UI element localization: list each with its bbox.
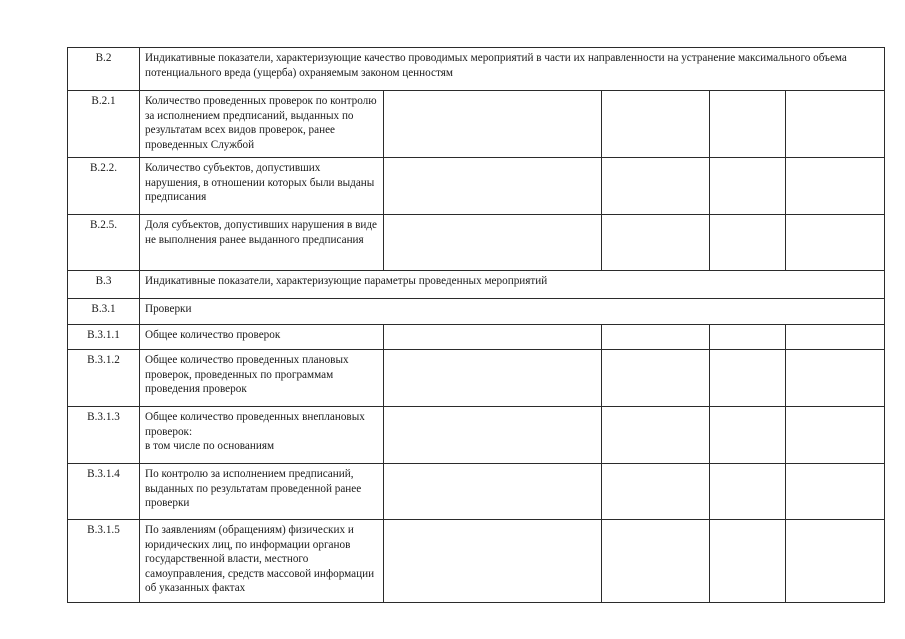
value-cell	[710, 325, 786, 350]
row-text: Индикативные показатели, характеризующие параметры проведенных мероприятий	[140, 271, 885, 299]
table-row	[68, 91, 885, 158]
value-cell	[710, 464, 786, 520]
value-cell	[384, 407, 602, 464]
table-row-section	[68, 48, 885, 91]
value-cell	[384, 520, 602, 603]
value-cell	[384, 215, 602, 271]
row-text: Количество субъектов, допустивших нарушения, в отношении которых были выданы предписания	[140, 158, 384, 215]
value-cell	[710, 158, 786, 215]
value-cell	[710, 407, 786, 464]
value-cell	[786, 464, 885, 520]
value-cell	[710, 91, 786, 158]
value-cell	[786, 520, 885, 603]
value-cell	[384, 158, 602, 215]
row-text: Доля субъектов, допустивших нарушения в виде не выполнения ранее выданного предписания	[140, 215, 384, 271]
row-text: Проверки	[140, 299, 885, 325]
value-cell	[602, 158, 710, 215]
row-code: В.3.1.1	[68, 325, 140, 350]
row-code: В.2.1	[68, 91, 140, 158]
value-cell	[786, 215, 885, 271]
row-text: Общее количество проведенных плановых проверок, проведенных по программам проведения проверок	[140, 350, 384, 407]
value-cell	[786, 407, 885, 464]
value-cell	[602, 407, 710, 464]
table-row	[68, 325, 885, 350]
value-cell	[384, 325, 602, 350]
value-cell	[384, 91, 602, 158]
row-code: В.3.1.3	[68, 407, 140, 464]
row-text: По контролю за исполнением предписаний, выданных по результатам проведенной ранее проверки	[140, 464, 384, 520]
value-cell	[786, 350, 885, 407]
value-cell	[602, 325, 710, 350]
table-row	[68, 158, 885, 215]
value-cell	[602, 215, 710, 271]
table-row	[68, 464, 885, 520]
row-code: В.2.2.	[68, 158, 140, 215]
row-code: В.2.5.	[68, 215, 140, 271]
value-cell	[602, 464, 710, 520]
row-code: В.2	[68, 48, 140, 91]
row-text: По заявлениям (обращениям) физических и юридических лиц, по информации органов государственной власти, местного самоуправления, средств массовой информации об указанных фактах	[140, 520, 384, 603]
indicators-table	[67, 47, 885, 603]
value-cell	[384, 464, 602, 520]
row-code: В.3.1.5	[68, 520, 140, 603]
value-cell	[710, 520, 786, 603]
table-row-section	[68, 271, 885, 299]
row-text: Количество проведенных проверок по контролю за исполнением предписаний, выданных по результатам всех видов проверок, ранее проведенных Службой	[140, 91, 384, 158]
value-cell	[786, 158, 885, 215]
table-row	[68, 350, 885, 407]
row-code: В.3.1.2	[68, 350, 140, 407]
row-text: Общее количество проверок	[140, 325, 384, 350]
row-text: Общее количество проведенных внеплановых проверок: в том числе по основаниям	[140, 407, 384, 464]
row-code: В.3	[68, 271, 140, 299]
value-cell	[786, 325, 885, 350]
row-text: Индикативные показатели, характеризующие качество проводимых мероприятий в части их направленности на устранение максимального объема потенциального вреда (ущерба) охраняемым законом ценностям	[140, 48, 885, 91]
row-code: В.3.1	[68, 299, 140, 325]
table-row	[68, 215, 885, 271]
value-cell	[786, 91, 885, 158]
value-cell	[710, 350, 786, 407]
value-cell	[384, 350, 602, 407]
value-cell	[710, 215, 786, 271]
table-row-subsection	[68, 299, 885, 325]
value-cell	[602, 520, 710, 603]
table-row	[68, 520, 885, 603]
value-cell	[602, 91, 710, 158]
table-row	[68, 407, 885, 464]
value-cell	[602, 350, 710, 407]
row-code: В.3.1.4	[68, 464, 140, 520]
